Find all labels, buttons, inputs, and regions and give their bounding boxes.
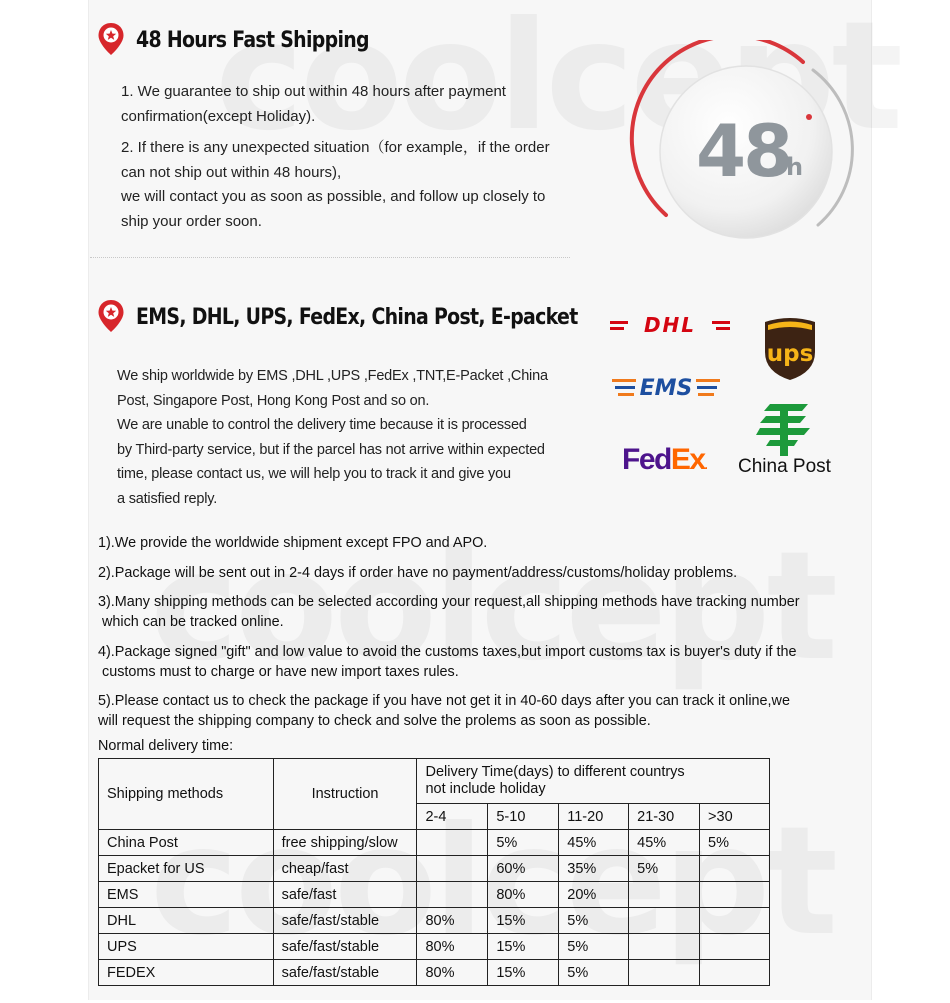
ups-logo-text: ups — [766, 341, 814, 367]
rule-item: 1).We provide the worldwide shipment except FPO and APO. — [98, 535, 488, 551]
dhl-logo-text: DHL — [643, 313, 697, 337]
china-post-logo-text: China Post — [738, 456, 831, 477]
value-cell: 5% — [700, 830, 770, 856]
fast-shipping-text — [121, 80, 601, 234]
instruction-cell: free shipping/slow — [273, 830, 417, 856]
method-cell: China Post — [99, 830, 274, 856]
48-hours-badge — [628, 40, 860, 265]
value-cell: 5% — [559, 934, 629, 960]
header-shipping-methods: Shipping methods — [99, 759, 274, 830]
ems-logo — [612, 376, 720, 406]
location-pin-icon — [97, 299, 125, 333]
range-cell: 5-10 — [488, 804, 559, 830]
value-cell: 35% — [559, 856, 629, 882]
method-cell: Epacket for US — [99, 856, 274, 882]
rule-item: 5).Please contact us to check the package if you have not get it in 40-60 days after you can track it online,we — [98, 693, 790, 709]
value-cell — [629, 960, 700, 986]
carriers-line: time, please contact us, we will help you to track it and give you — [117, 466, 511, 482]
fedex-logo: FedEx. — [622, 443, 707, 476]
table-row — [99, 934, 770, 960]
header-delivery-line: Delivery Time(days) to different countrys — [425, 764, 685, 780]
rule-item: 4).Package signed "gift" and low value to avoid the customs taxes,but import customs tax is buyer's duty if the — [98, 644, 797, 660]
fast-shipping-title: 48 Hours Fast Shipping — [136, 28, 369, 53]
instruction-cell: safe/fast/stable — [273, 960, 417, 986]
value-cell — [700, 908, 770, 934]
value-cell — [417, 882, 488, 908]
value-cell — [417, 830, 488, 856]
method-cell: EMS — [99, 882, 274, 908]
rule-item: 2).Package will be sent out in 2-4 days if order have no payment/address/customs/holiday problems. — [98, 565, 738, 581]
value-cell — [629, 908, 700, 934]
header-delivery-time — [417, 759, 770, 804]
rule-item: will request the shipping company to check and solve the prolems as soon as possible. — [98, 713, 651, 729]
carriers-line: Post, Singapore Post, Hong Kong Post and so on. — [117, 392, 430, 409]
value-cell — [700, 882, 770, 908]
value-cell: 45% — [559, 830, 629, 856]
rule-item: which can be tracked online. — [98, 614, 284, 630]
value-cell: 80% — [488, 882, 559, 908]
table-row — [99, 882, 770, 908]
ems-logo-text: EMS — [639, 376, 693, 401]
value-cell: 15% — [488, 960, 559, 986]
value-cell — [700, 856, 770, 882]
value-cell: 15% — [488, 908, 559, 934]
range-cell: 11-20 — [559, 804, 629, 830]
instruction-cell: safe/fast/stable — [273, 934, 417, 960]
fedex-logo-ex: Ex — [670, 443, 705, 476]
fast-shipping-line: ship your order soon. — [121, 212, 262, 230]
value-cell — [629, 882, 700, 908]
ups-logo — [762, 316, 818, 382]
badge-unit: h — [786, 153, 804, 181]
instruction-cell: cheap/fast — [273, 856, 417, 882]
badge-number: 48 — [696, 109, 791, 193]
china-post-icon — [756, 402, 812, 456]
fast-shipping-line: confirmation(except Holiday). — [121, 107, 316, 125]
value-cell: 80% — [417, 934, 488, 960]
table-row — [99, 856, 770, 882]
value-cell — [629, 934, 700, 960]
rule-item: customs must to charge or have new import taxes rules. — [98, 664, 459, 680]
fast-shipping-line: 1. We guarantee to ship out within 48 hours after payment — [121, 83, 506, 100]
location-pin-icon — [97, 22, 125, 56]
instruction-cell: safe/fast/stable — [273, 908, 417, 934]
carriers-line: a satisfied reply. — [117, 490, 218, 507]
method-cell: UPS — [99, 934, 274, 960]
range-cell: 2-4 — [417, 804, 488, 830]
table-row — [99, 908, 770, 934]
fast-shipping-line: 2. If there is any unexpected situation（for example，if the order — [121, 139, 550, 156]
fedex-logo-fed: Fed — [622, 443, 671, 476]
method-cell: FEDEX — [99, 960, 274, 986]
range-cell: 21-30 — [629, 804, 700, 830]
section-divider — [90, 257, 570, 258]
value-cell — [417, 856, 488, 882]
rule-item: 3).Many shipping methods can be selected according your request,all shipping methods have tracking number — [98, 594, 800, 610]
range-cell: >30 — [700, 804, 770, 830]
value-cell: 80% — [417, 908, 488, 934]
value-cell: 60% — [488, 856, 559, 882]
value-cell: 20% — [559, 882, 629, 908]
table-row — [99, 830, 770, 856]
header-instruction: Instruction — [273, 759, 417, 830]
table-row — [99, 960, 770, 986]
value-cell: 45% — [629, 830, 700, 856]
value-cell: 5% — [559, 908, 629, 934]
carriers-title: EMS, DHL, UPS, FedEx, China Post, E-packet — [136, 305, 578, 330]
value-cell: 5% — [488, 830, 559, 856]
dhl-logo — [610, 313, 730, 340]
method-cell: DHL — [99, 908, 274, 934]
carriers-line: We are unable to control the delivery time because it is processed — [117, 417, 527, 433]
value-cell — [700, 960, 770, 986]
value-cell — [700, 934, 770, 960]
fast-shipping-line: can not ship out within 48 hours), — [121, 163, 342, 181]
instruction-cell: safe/fast — [273, 882, 417, 908]
fast-shipping-line: we will contact you as soon as possible, and follow up closely to — [121, 188, 546, 205]
carriers-line: by Third-party service, but if the parcel has not arrive within expected — [117, 441, 545, 458]
delivery-time-table — [98, 758, 770, 986]
header-delivery-line: not include holiday — [425, 781, 546, 797]
value-cell: 80% — [417, 960, 488, 986]
value-cell: 5% — [629, 856, 700, 882]
table-caption: Normal delivery time: — [98, 738, 234, 754]
value-cell: 15% — [488, 934, 559, 960]
value-cell: 5% — [559, 960, 629, 986]
carriers-line: We ship worldwide by EMS ,DHL ,UPS ,FedEx ,TNT,E-Packet ,China — [117, 368, 548, 384]
carriers-text — [117, 364, 587, 511]
table-header-row — [99, 759, 770, 804]
